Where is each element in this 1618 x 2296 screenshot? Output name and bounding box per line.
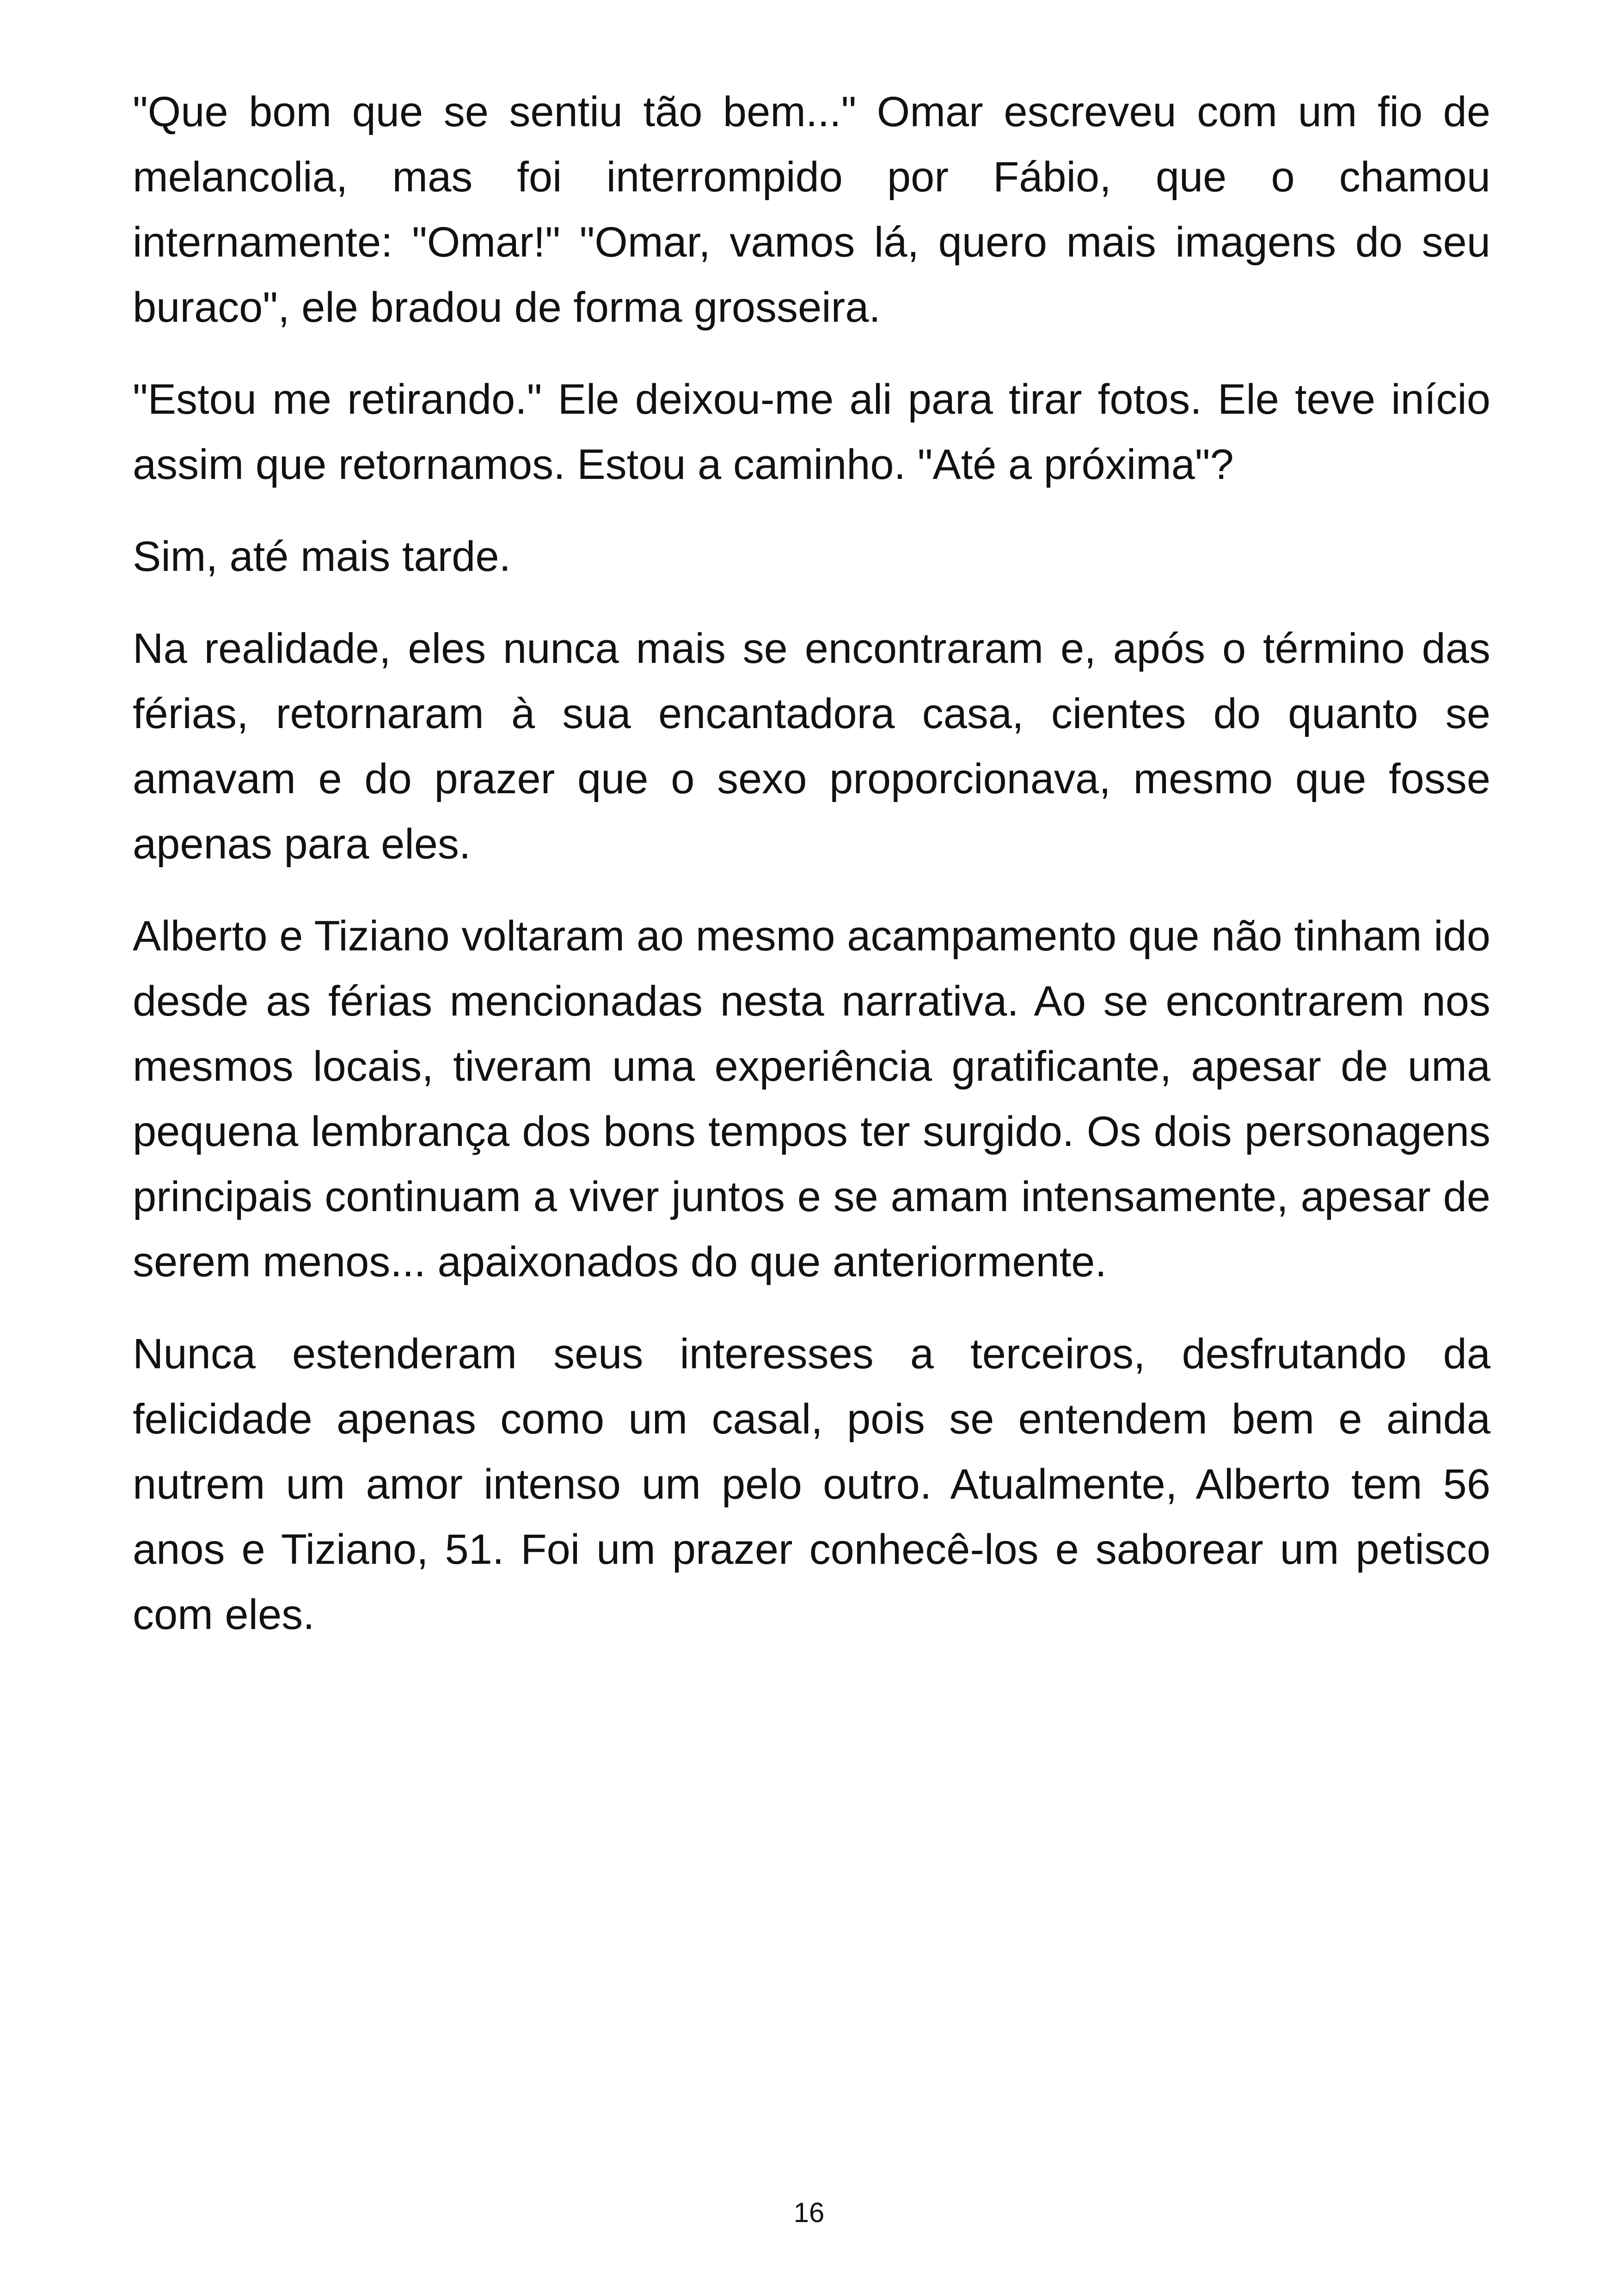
paragraph-1: "Que bom que se sentiu tão bem..." Omar escreveu com um fio de melancolia, mas foi interrompido por Fábio, que o chamou internamente: "Omar!" "Omar, vamos lá, quero mais imagens do seu buraco", ele bradou de forma grosseira. <box>133 88 1490 331</box>
paragraph-2: "Estou me retirando." Ele deixou-me ali para tirar fotos. Ele teve início assim que retornamos. Estou a caminho. "Até a próxima"? <box>133 376 1490 488</box>
paragraph-6: Nunca estenderam seus interesses a terceiros, desfrutando da felicidade apenas como um casal, pois se entendem bem e ainda nutrem um amor intenso um pelo outro. Atualmente, Alberto tem 56 anos e Tiziano, 51. Foi um prazer conhecê-los e saborear um petisco com eles. <box>133 1330 1490 1638</box>
paragraph-4: Na realidade, eles nunca mais se encontraram e, após o término das férias, retornaram à sua encantadora casa, cientes do quanto se amavam e do prazer que o sexo proporcionava, mesmo que fosse apenas para eles. <box>133 625 1490 868</box>
paragraph-5: Alberto e Tiziano voltaram ao mesmo acampamento que não tinham ido desde as férias mencionadas nesta narrativa. Ao se encontrarem nos mesmos locais, tiveram uma experiência gratificante, apesar de uma pequena lembrança dos bons tempos ter surgido. Os dois personagens principais continuam a viver juntos e se amam intensamente, apesar de serem menos... apaixonados do que anteriormente. <box>133 912 1490 1286</box>
paragraph-3: Sim, até mais tarde. <box>133 533 511 580</box>
body-text <box>133 80 1490 1674</box>
page-number: 16 <box>793 2197 825 2228</box>
